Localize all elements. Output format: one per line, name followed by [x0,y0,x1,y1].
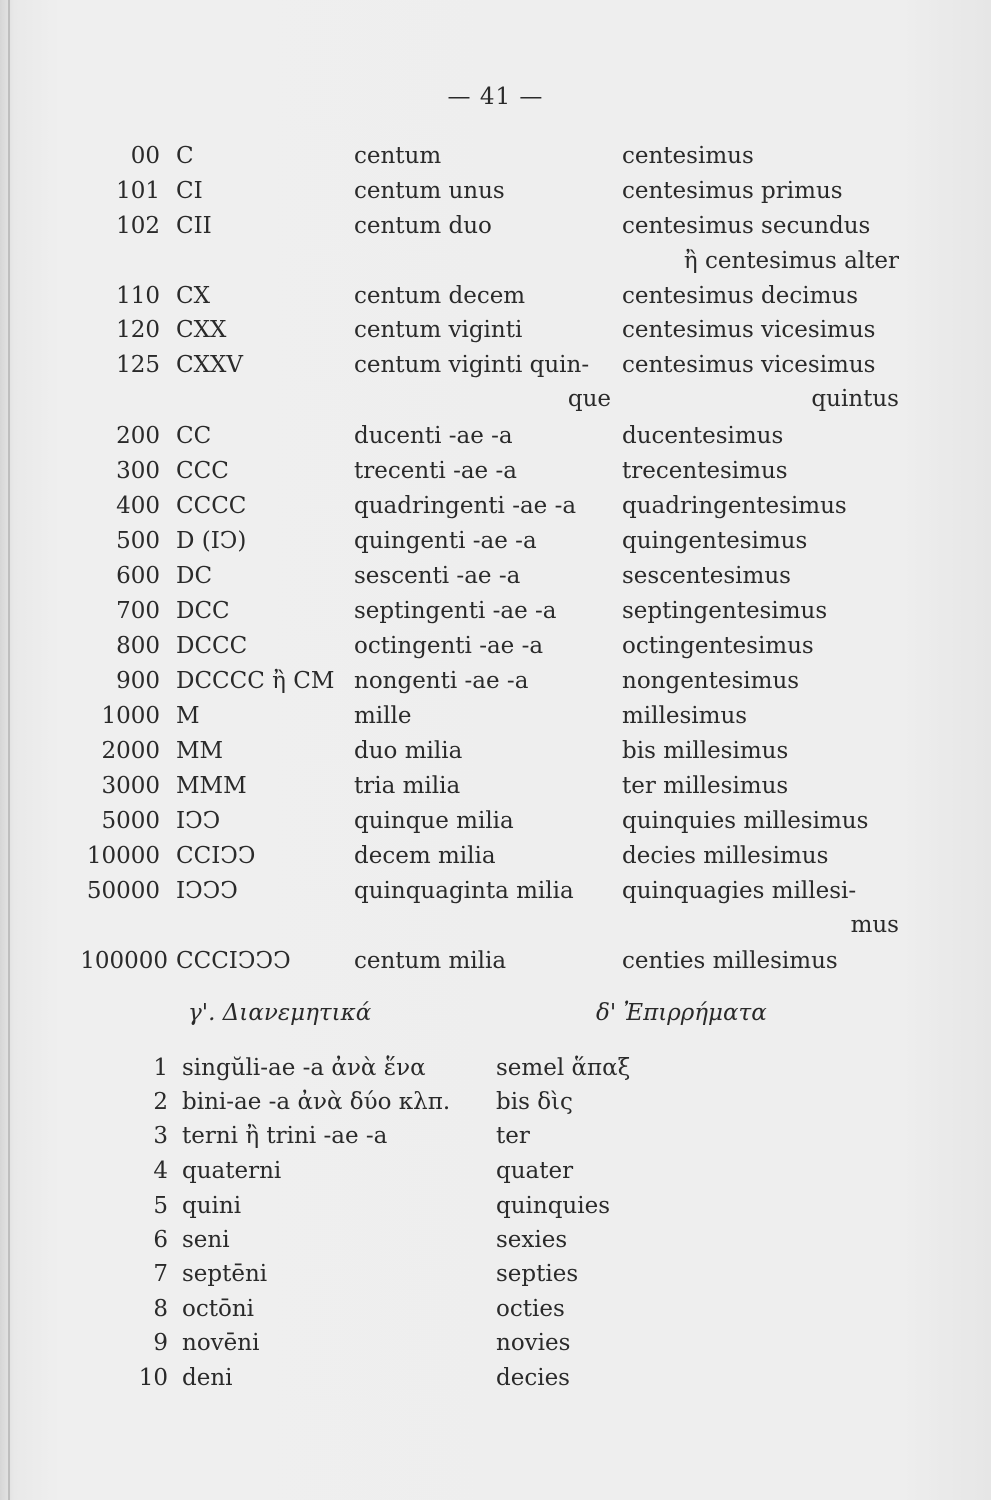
distributive-word: deni [182,1365,233,1391]
arabic-numeral: 600 [116,563,160,589]
adverb-word: octies [496,1296,565,1322]
table-row [0,738,991,772]
arabic-numeral: 700 [116,598,160,624]
table-row [0,143,991,177]
adverb-word: novies [496,1330,571,1356]
roman-numeral: DCCCC ἢ CM [176,668,335,694]
section-heading-distributive: γ'. Διανεμητικά [188,1000,372,1026]
ordinal-latin: centesimus decimus [622,283,859,309]
cardinal-latin: quingenti -ae -a [354,528,537,554]
page-number: — 41 — [447,84,544,110]
ordinal-latin: centesimus secundus [622,213,871,239]
ordinal-latin: bis millesimus [622,738,789,764]
list-item [0,1227,991,1261]
item-number: 6 [153,1227,168,1253]
table-row [0,878,991,912]
section-heading-adverbs: δ' Ἐπιρρήματα [596,1000,767,1026]
item-number: 2 [153,1089,168,1115]
arabic-numeral: 00 [130,143,160,169]
ordinal-latin: ducentesimus [622,423,784,449]
roman-numeral: CCCIↃↃↃ [176,948,291,974]
item-number: 4 [153,1158,168,1184]
distributive-word: quini [182,1193,242,1219]
roman-numeral: D (IↃ) [176,528,247,554]
arabic-numeral: 10000 [86,843,160,869]
roman-numeral: CI [176,178,203,204]
cardinal-latin: quadringenti -ae -a [354,493,577,519]
list-item [0,1330,991,1364]
table-row [0,352,991,386]
roman-numeral: M [176,703,200,729]
list-item [0,1089,991,1123]
arabic-numeral: 50000 [86,878,160,904]
roman-numeral: MM [176,738,224,764]
item-number: 8 [153,1296,168,1322]
adverb-word: septies [496,1261,579,1287]
ordinal-latin: ter millesimus [622,773,789,799]
cardinal-latin: centum milia [354,948,507,974]
cardinal-latin: centum [354,143,442,169]
ordinal-latin: quadringentesimus [622,493,847,519]
table-row-continuation [0,912,991,946]
item-number: 7 [153,1261,168,1287]
arabic-numeral: 900 [116,668,160,694]
roman-numeral: CXX [176,317,227,343]
item-number: 1 [153,1055,168,1081]
distributive-word: novēni [182,1330,260,1356]
cardinal-continuation: que [567,386,611,412]
roman-numeral: CII [176,213,212,239]
ordinal-latin: centies millesimus [622,948,838,974]
distributive-word: septēni [182,1261,268,1287]
roman-numeral: C [176,143,194,169]
arabic-numeral: 2000 [101,738,160,764]
item-number: 9 [153,1330,168,1356]
ordinal-continuation: ἢ centesimus alter [683,248,899,274]
table-row-continuation [0,386,991,420]
arabic-numeral: 100000 [80,948,168,974]
ordinal-latin: centesimus [622,143,754,169]
distributive-word: quaterni [182,1158,282,1184]
cardinal-latin: sescenti -ae -a [354,563,521,589]
distributive-word: bini-ae -a ἀνὰ δύο κλπ. [182,1089,451,1115]
roman-numeral: CCC [176,458,229,484]
table-row [0,458,991,492]
roman-numeral: IↃↃↃ [176,878,238,904]
arabic-numeral: 500 [116,528,160,554]
item-number: 3 [153,1123,168,1149]
arabic-numeral: 5000 [101,808,160,834]
arabic-numeral: 300 [116,458,160,484]
ordinal-latin: octingentesimus [622,633,814,659]
cardinal-latin: mille [354,703,412,729]
roman-numeral: CCCC [176,493,247,519]
adverb-word: quinquies [496,1193,611,1219]
adverb-word: decies [496,1365,570,1391]
roman-numeral: MMM [176,773,247,799]
cardinal-latin: trecenti -ae -a [354,458,517,484]
table-row [0,317,991,351]
cardinal-latin: tria milia [354,773,461,799]
cardinal-latin: quinque milia [354,808,514,834]
table-row [0,948,991,982]
list-item [0,1365,991,1399]
item-number: 10 [138,1365,168,1391]
table-row [0,563,991,597]
cardinal-latin: centum duo [354,213,492,239]
table-row [0,843,991,877]
arabic-numeral: 1000 [101,703,160,729]
adverb-word: semel ἅπαξ [496,1055,631,1081]
table-row-continuation [0,248,991,282]
cardinal-latin: duo milia [354,738,463,764]
list-item [0,1055,991,1089]
ordinal-latin: nongentesimus [622,668,800,694]
arabic-numeral: 125 [116,352,160,378]
adverb-word: sexies [496,1227,568,1253]
list-item [0,1193,991,1227]
ordinal-continuation: mus [850,912,899,938]
table-row [0,808,991,842]
ordinal-continuation: quintus [811,386,899,412]
ordinal-latin: millesimus [622,703,748,729]
roman-numeral: DCCC [176,633,248,659]
distributive-word: terni ἢ trini -ae -a [182,1123,388,1149]
table-row [0,178,991,212]
roman-numeral: CCIↃↃ [176,843,256,869]
arabic-numeral: 102 [116,213,160,239]
ordinal-latin: decies millesimus [622,843,829,869]
table-row [0,668,991,702]
table-row [0,703,991,737]
ordinal-latin: centesimus vicesimus [622,352,876,378]
cardinal-latin: ducenti -ae -a [354,423,513,449]
cardinal-latin: centum viginti [354,317,523,343]
roman-numeral: IↃↃ [176,808,221,834]
roman-numeral: CXXV [176,352,243,378]
roman-numeral: CX [176,283,210,309]
arabic-numeral: 110 [116,283,160,309]
item-number: 5 [153,1193,168,1219]
roman-numeral: DC [176,563,213,589]
list-item [0,1296,991,1330]
ordinal-latin: centesimus vicesimus [622,317,876,343]
adverb-word: quater [496,1158,574,1184]
arabic-numeral: 101 [116,178,160,204]
adverb-word: ter [496,1123,530,1149]
roman-numeral: DCC [176,598,230,624]
table-row [0,598,991,632]
distributive-word: octōni [182,1296,254,1322]
cardinal-latin: septingenti -ae -a [354,598,557,624]
list-item [0,1158,991,1192]
list-item [0,1261,991,1295]
roman-numeral: CC [176,423,212,449]
ordinal-latin: trecentesimus [622,458,788,484]
cardinal-latin: centum viginti quin- [354,352,590,378]
ordinal-latin: quingentesimus [622,528,808,554]
ordinal-latin: sescentesimus [622,563,791,589]
table-row [0,213,991,247]
table-row [0,423,991,457]
cardinal-latin: centum unus [354,178,505,204]
arabic-numeral: 200 [116,423,160,449]
ordinal-latin: centesimus primus [622,178,843,204]
table-row [0,773,991,807]
distributive-word: seni [182,1227,230,1253]
arabic-numeral: 800 [116,633,160,659]
adverb-word: bis δὶς [496,1089,573,1115]
list-item [0,1123,991,1157]
arabic-numeral: 3000 [101,773,160,799]
cardinal-latin: centum decem [354,283,526,309]
cardinal-latin: decem milia [354,843,496,869]
ordinal-latin: quinquies millesimus [622,808,869,834]
table-row [0,633,991,667]
ordinal-latin: quinquagies millesi- [622,878,857,904]
table-row [0,283,991,317]
cardinal-latin: nongenti -ae -a [354,668,529,694]
table-row [0,493,991,527]
cardinal-latin: octingenti -ae -a [354,633,544,659]
distributive-word: singŭli-ae -a ἀνὰ ἕνα [182,1055,426,1081]
arabic-numeral: 120 [116,317,160,343]
table-row [0,528,991,562]
ordinal-latin: septingentesimus [622,598,828,624]
cardinal-latin: quinquaginta milia [354,878,574,904]
arabic-numeral: 400 [116,493,160,519]
